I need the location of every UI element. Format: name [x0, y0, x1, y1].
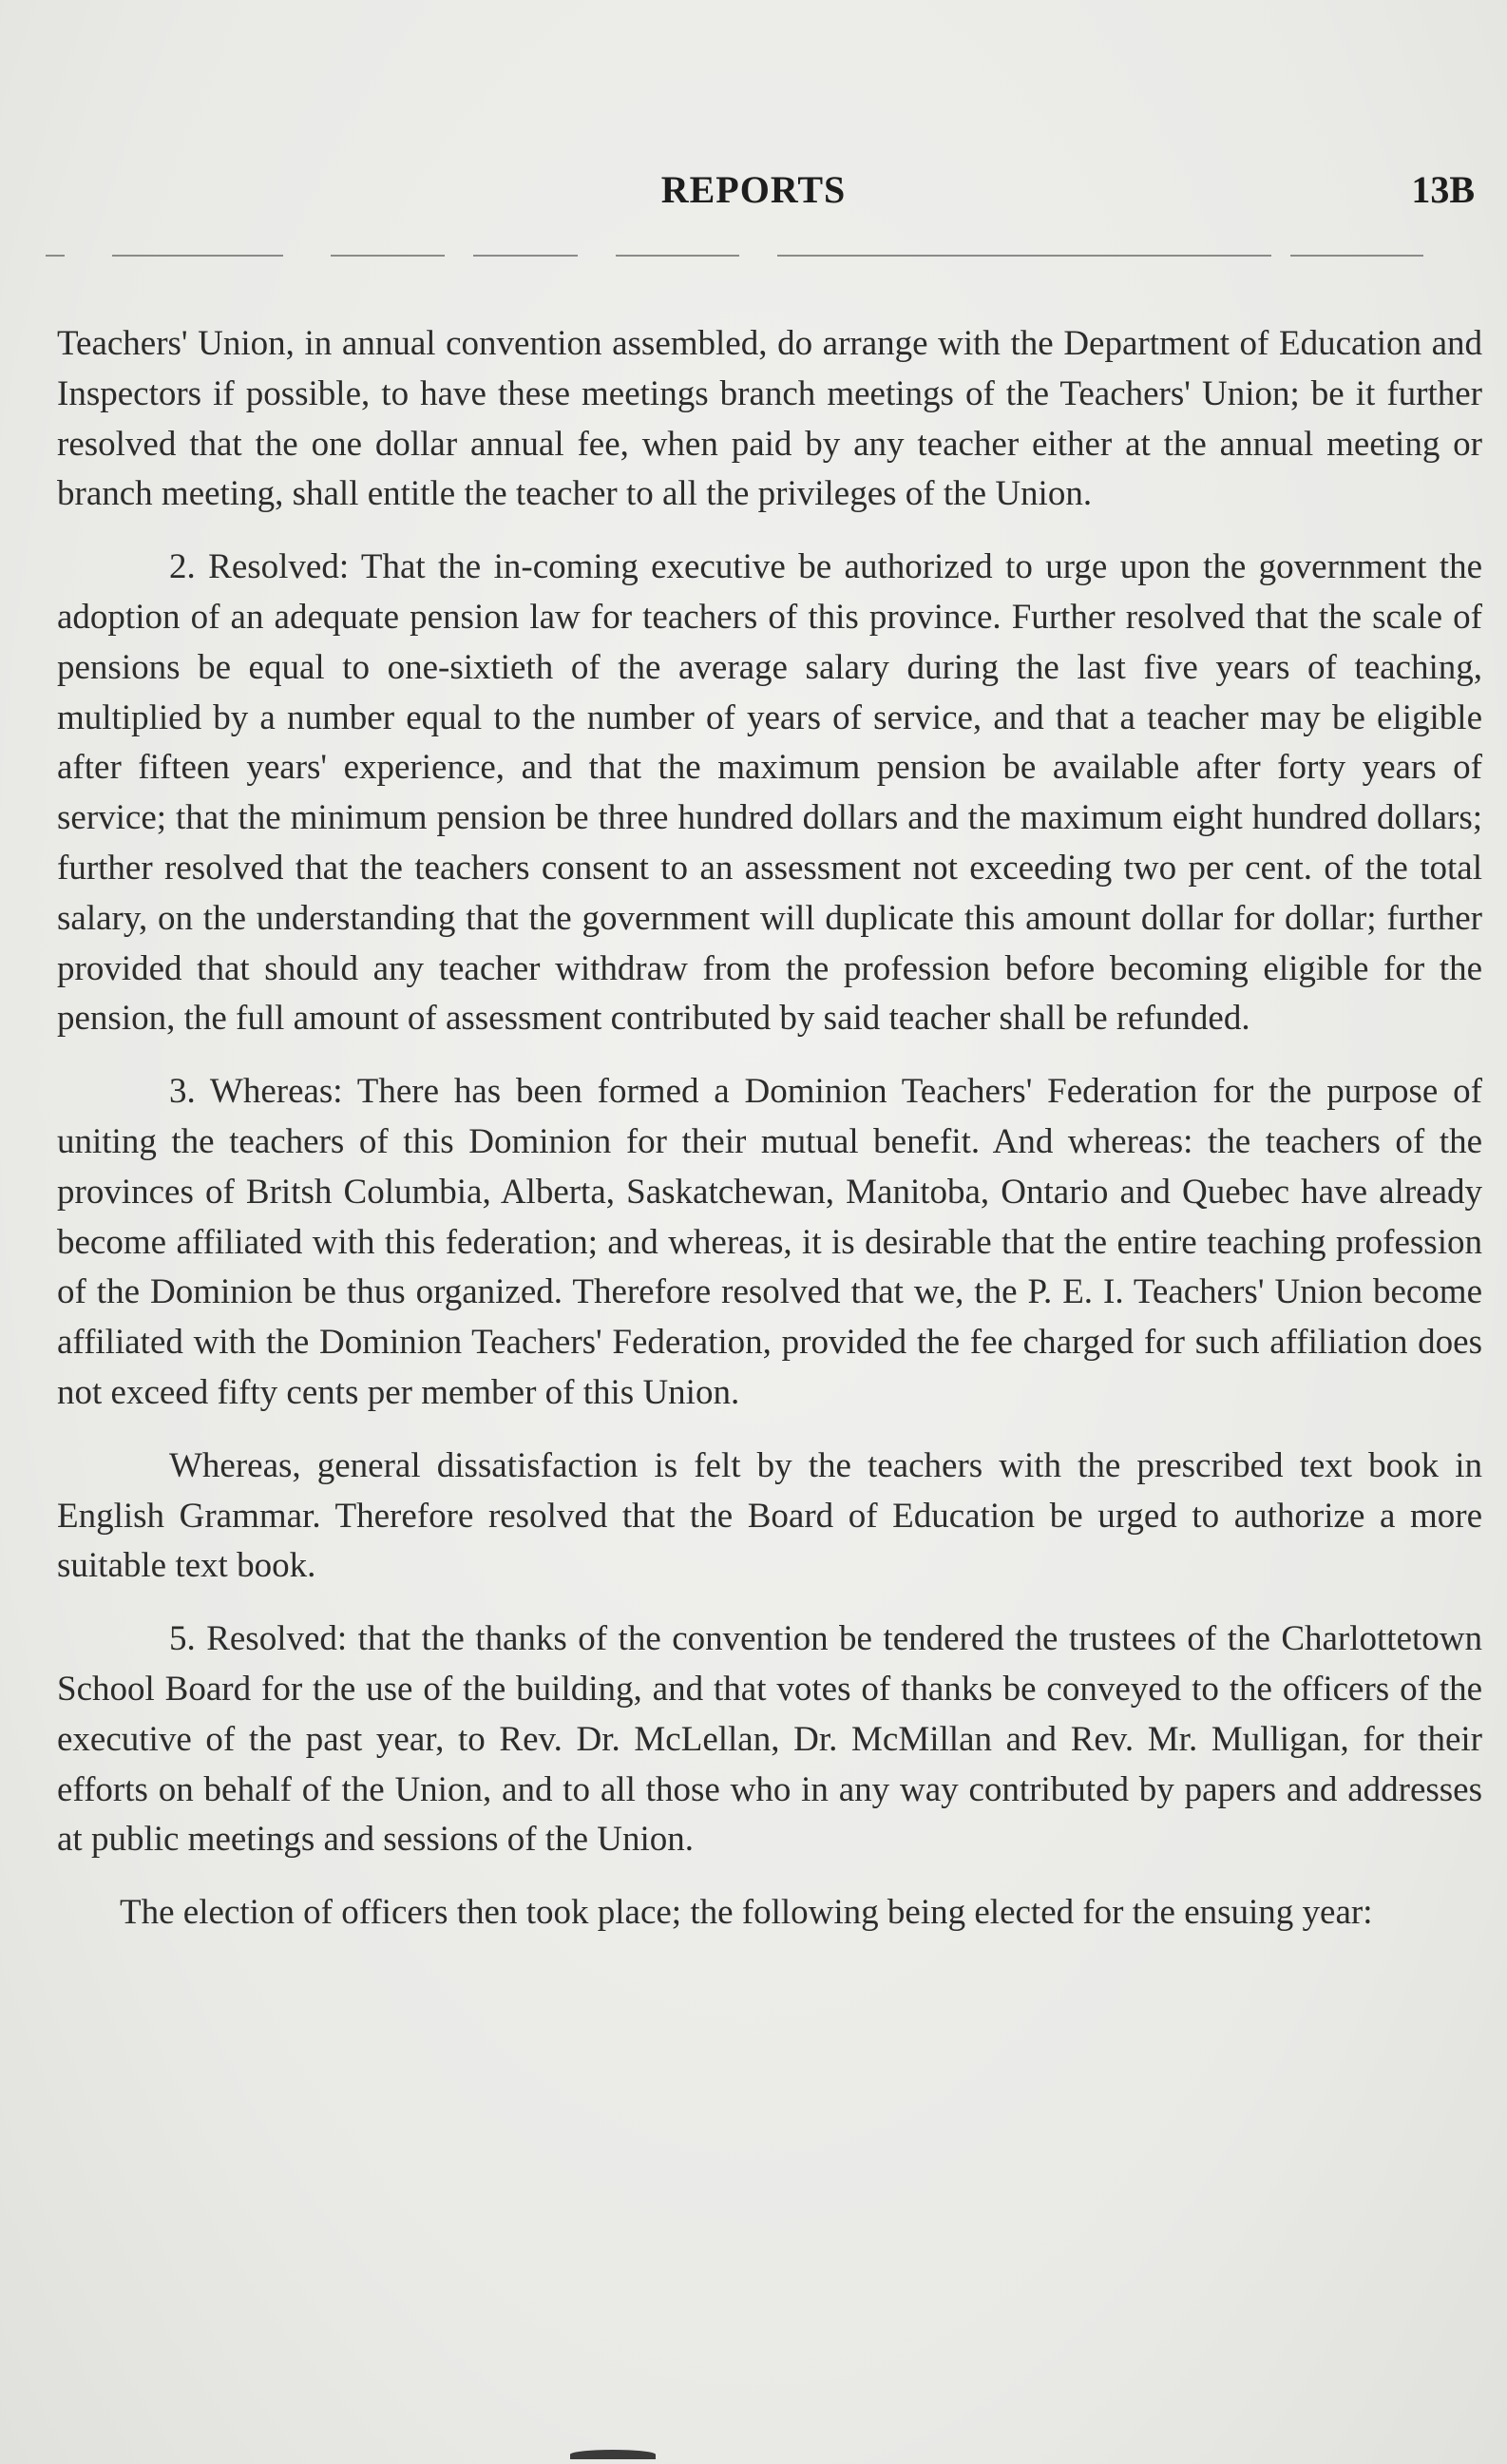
resolution-4: Whereas, general dissatisfaction is felt by the teachers with the prescribed text book in English Grammar. Therefore resolved that the Board of Education be urged to authorize a more suitable text book. [57, 1445, 1482, 1586]
resolution-5: 5. Resolved: that the thanks of the convention be tendered the trustees of the Charlottetown School Board for the use of the building, and that votes of thanks be conveyed to the officers of the executive of the past year, to Rev. Dr. McLellan, Dr. McMillan and Rev. Mr. Mulligan, for their efforts on behalf of the Union, and to all those who in any way contributed by papers and addresses at public meetings and sessions of the Union. [57, 1619, 1482, 1860]
header-rule [46, 255, 1471, 262]
page-edge-mark [570, 2450, 656, 2459]
election-paragraph: The election of officers then took place; the following being elected for the ensuing year: [120, 1893, 1373, 1933]
resolution-2: 2. Resolved: That the in-coming executive be authorized to urge upon the government the adoption of an adequate pension law for teachers of this province. Further resolved that the scale of pensions be equal to one-sixtieth of the average salary during the last five years of teaching, multiplied by a number equal to the number of years of service, and that a teacher may be eligible after fifteen years' experience, and that the maximum pension be available after forty years of service; that the minimum pension be three hundred dollars and the maximum eight hundred dollars; further resolved that the teachers consent to an assessment not exceeding two per cent. of the total salary, on the understanding that the government will duplicate this amount dollar for dollar; further provided that should any teacher withdraw from the profession before becoming eligible for the pension, the full amount of assessment contributed by said teacher shall be refunded. [57, 547, 1482, 1039]
page-header [0, 167, 1507, 224]
resolution-3: 3. Whereas: There has been formed a Dominion Teachers' Federation for the purpose of uniting the teachers of this Dominion for their mutual benefit. And whereas: the teachers of the provinces of Britsh Columbia, Alberta, Saskatchewan, Manitoba, Ontario and Quebec have already become affiliated with this federation; and whereas, it is desirable that the entire teaching profession of the Dominion be thus organized. Therefore resolved that we, the P. E. I. Teachers' Union become affiliated with the Dominion Teachers' Federation, provided the fee charged for such affiliation does not exceed fifty cents per member of this Union. [57, 1072, 1482, 1412]
page-number: 13B [1411, 168, 1475, 211]
paragraph-continuation: Teachers' Union, in annual convention assembled, do arrange with the Department of Education and Inspectors if possible, to have these meetings branch meetings of the Teachers' Union; be it further resolved that the one dollar annual fee, when paid by any teacher either at the annual meeting or branch meeting, shall entitle the teacher to all the privileges of the Union. [57, 324, 1482, 514]
body-text [57, 319, 1482, 1961]
running-head: REPORTS [660, 168, 847, 211]
